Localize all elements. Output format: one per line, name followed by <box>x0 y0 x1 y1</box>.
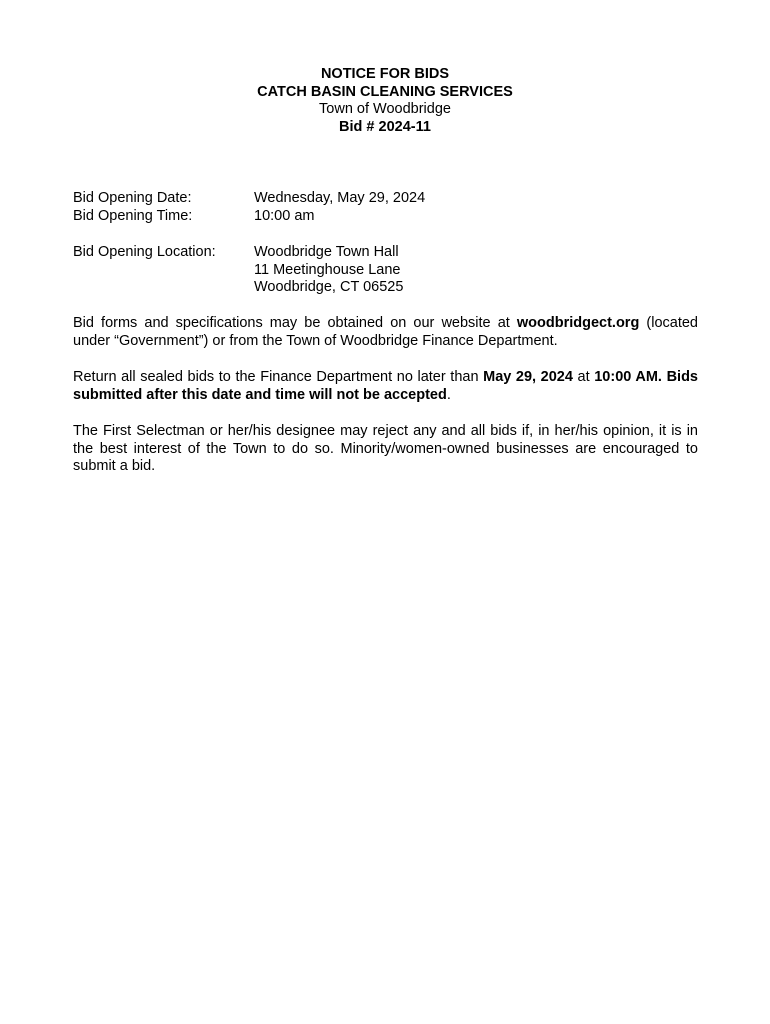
notice-title: NOTICE FOR BIDS <box>320 66 450 82</box>
selectman-paragraph <box>73 423 698 476</box>
specifications-paragraph <box>73 315 698 350</box>
deadline-time: 10:00 AM. <box>594 369 662 385</box>
address-line: 11 Meetinghouse Lane <box>254 261 401 278</box>
town-name: Town of Woodbridge <box>319 101 451 117</box>
return-text-mid: at <box>572 369 595 385</box>
notice-header <box>0 66 770 136</box>
bid-number: Bid # 2024-11 <box>339 118 431 135</box>
bid-opening-date-value: Wednesday, May 29, 2024 <box>254 190 426 206</box>
specifications-text: Bid forms and specifications may be obtained on our website at <box>73 315 517 331</box>
bid-opening-time-label: Bid Opening Time: <box>73 207 193 224</box>
service-title: CATCH BASIN CLEANING SERVICES <box>257 83 513 100</box>
bid-opening-location-address <box>254 244 713 297</box>
bid-opening-date-label: Bid Opening Date: <box>73 190 192 206</box>
return-bids-paragraph <box>73 369 698 404</box>
bid-opening-location <box>73 244 713 297</box>
bid-opening-datetime <box>73 190 713 225</box>
late-bid-warning: Bids submitted after this date and time will not be accepted <box>73 369 698 403</box>
deadline-date: May 29, 2024 <box>483 369 573 385</box>
website-link[interactable]: woodbridgect.org <box>516 315 640 331</box>
bid-opening-location-label: Bid Opening Location: <box>73 244 216 260</box>
bid-opening-date-row <box>73 190 713 208</box>
selectman-text: The First Selectman or her/his designee may reject any and all bids if, in her/his opinion, it is in the best interest of the Town to do so. Minority/women-owned businesses are encouraged to submit a bid. <box>73 423 698 474</box>
address-line: Woodbridge Town Hall <box>254 244 399 260</box>
bid-opening-location-row <box>73 244 713 297</box>
specifications-text-cont: (located under “Government”) or from the Town of Woodbridge Finance Department. <box>73 315 698 349</box>
address-line: Woodbridge, CT 06525 <box>254 279 404 295</box>
bid-opening-time-value: 10:00 am <box>254 207 315 224</box>
bid-opening-time-row <box>73 208 713 226</box>
return-text: Return all sealed bids to the Finance Department no later than <box>73 369 484 385</box>
sentence-end: . <box>446 386 451 403</box>
